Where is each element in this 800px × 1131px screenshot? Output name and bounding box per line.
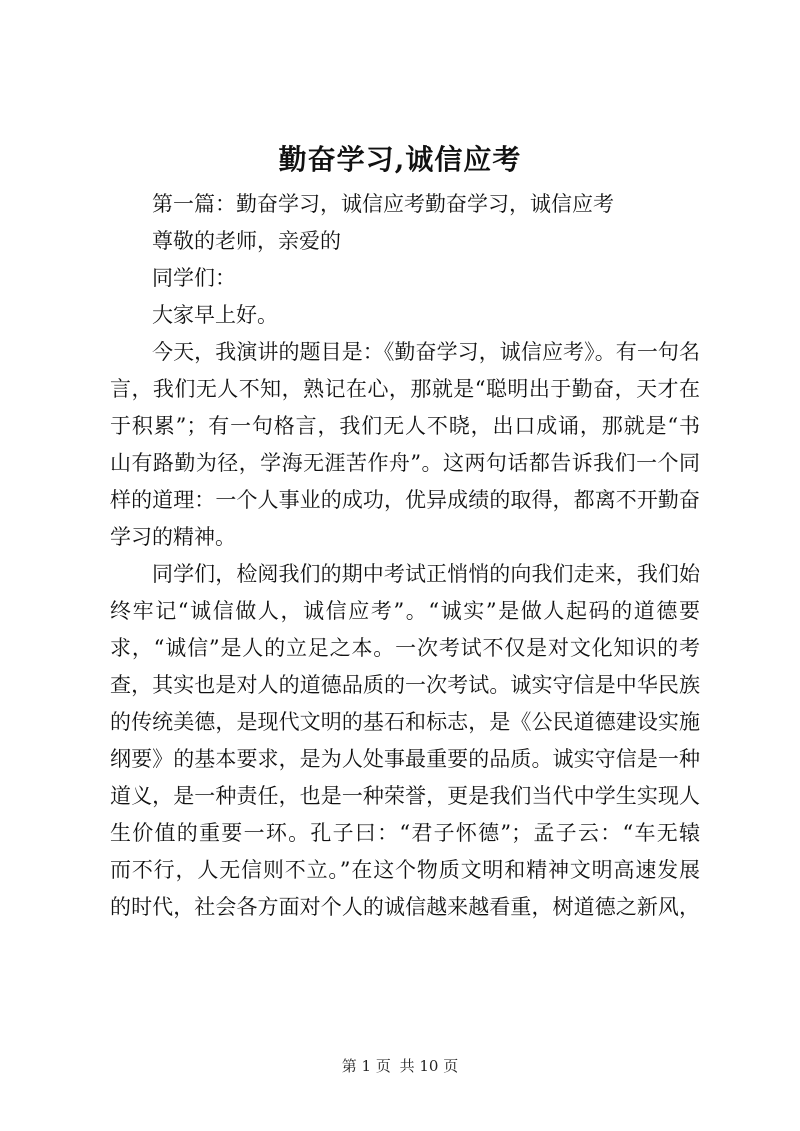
text-line: 于积累”；有一句格言，我们无人不晓，出口成诵，那就是“书 xyxy=(110,414,700,438)
text-line: 的传统美德，是现代文明的基石和标志，是《公民道德建设实施 xyxy=(110,710,700,734)
text-line: 尊敬的老师，亲爱的 xyxy=(152,229,341,253)
text-line: 大家早上好。 xyxy=(152,303,278,327)
text-line: 查，其实也是对人的道德品质的一次考试。诚实守信是中华民族 xyxy=(110,673,700,697)
text-line: 的时代，社会各方面对个人的诚信越来越看重，树道德之新风， xyxy=(110,895,700,919)
page-footer xyxy=(0,1056,800,1076)
text-line: 第一篇：勤奋学习，诚信应考勤奋学习，诚信应考 xyxy=(152,192,614,216)
text-line: 山有路勤为径，学海无涯苦作舟”。这两句话都告诉我们一个同 xyxy=(110,451,700,475)
text-line: 学习的精神。 xyxy=(110,525,236,549)
page-total: 共 10 页 xyxy=(399,1057,459,1075)
page-number: 第 1 页 xyxy=(341,1057,391,1075)
text-line: 道义，是一种责任，也是一种荣誉，更是我们当代中学生实现人 xyxy=(110,784,700,808)
text-line: 而不行，人无信则不立。”在这个物质文明和精神文明高速发展 xyxy=(110,858,700,882)
text-line: 同学们： xyxy=(152,266,236,290)
text-line: 言，我们无人不知，熟记在心，那就是“聪明出于勤奋，天才在 xyxy=(110,377,700,401)
text-line: 纲要》的基本要求，是为人处事最重要的品质。诚实守信是一种 xyxy=(110,747,700,771)
text-line: 样的道理：一个人事业的成功，优异成绩的取得，都离不开勤奋 xyxy=(110,488,700,512)
text-line: 今天，我演讲的题目是：《勤奋学习，诚信应考》。有一句名 xyxy=(152,340,700,364)
text-line: 生价值的重要一环。孔子曰：“君子怀德”；孟子云：“车无辕 xyxy=(110,821,700,845)
text-line: 求，“诚信”是人的立足之本。一次考试不仅是对文化知识的考 xyxy=(110,636,700,660)
text-line: 同学们，检阅我们的期中考试正悄悄的向我们走来，我们始 xyxy=(152,562,700,586)
document-body xyxy=(110,186,700,926)
page-title: 勤奋学习,诚信应考 xyxy=(278,143,522,176)
text-line: 终牢记“诚信做人，诚信应考”。“诚实”是做人起码的道德要 xyxy=(110,599,700,623)
